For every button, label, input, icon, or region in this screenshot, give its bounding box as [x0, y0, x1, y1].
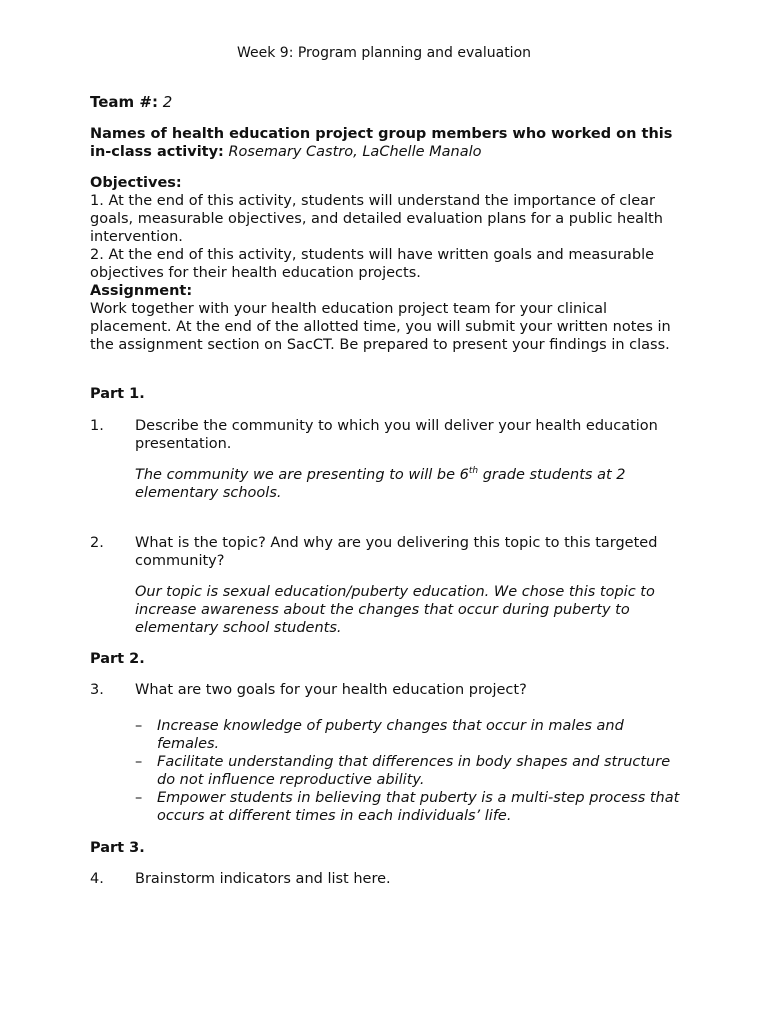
dash-bullet: –: [135, 718, 143, 734]
question-number: 3.: [90, 682, 104, 698]
answer-1: [135, 466, 695, 502]
dash-bullet: –: [135, 790, 143, 806]
goal-text: Empower students in believing that puberty is a multi-step process that occurs at different times in each individuals’ life.: [157, 790, 680, 824]
question-number: 1.: [90, 418, 104, 434]
part-1-heading: Part 1.: [90, 386, 145, 402]
dash-bullet: –: [135, 754, 143, 770]
assignment-label: Assignment:: [90, 283, 193, 299]
question-number: 4.: [90, 871, 104, 887]
objective-1: 1. At the end of this activity, students will understand the importance of clear goals, measurable objectives, and detailed evaluation plans for a public health intervention.: [90, 193, 663, 245]
question-text: What is the topic? And why are you delivering this topic to this targeted community?: [135, 535, 658, 569]
answer-1-superscript: th: [468, 466, 479, 477]
part-2-heading: Part 2.: [90, 651, 145, 667]
page-title: Week 9: Program planning and evaluation: [236, 45, 532, 61]
part-3-heading: Part 3.: [90, 840, 145, 856]
question-text: Brainstorm indicators and list here.: [135, 871, 391, 887]
goal-text: Increase knowledge of puberty changes that occur in males and females.: [157, 718, 624, 752]
team-label: Team #:: [90, 93, 158, 111]
names-line: [90, 125, 690, 161]
answer-2: Our topic is sexual education/puberty education. We chose this topic to increase awareness about the changes that occur during puberty to elementary school students.: [135, 584, 655, 636]
question-text: Describe the community to which you will deliver your health education presentation.: [135, 418, 658, 452]
objectives-label: Objectives:: [90, 175, 182, 191]
goal-text: Facilitate understanding that differences in body shapes and structure do not influence reproductive ability.: [157, 754, 671, 788]
answer-1-text-b: grade students at 2 elementary schools.: [135, 467, 626, 501]
objective-2: 2. At the end of this activity, students will have written goals and measurable objectives for their health education projects.: [90, 247, 655, 281]
question-text: What are two goals for your health education project?: [135, 682, 527, 698]
team-value: 2: [162, 93, 173, 111]
team-line: [90, 93, 690, 111]
assignment-text: Work together with your health education project team for your clinical placement. At the end of the allotted time, you will submit your written notes in the assignment section on SacCT. Be prepared to present your findings in class.: [90, 301, 671, 353]
names-label: Names of health education project group members who worked on this in-class activity:: [90, 126, 673, 160]
names-value: Rosemary Castro, LaChelle Manalo: [228, 144, 482, 160]
answer-1-text-a: The community we are presenting to will be 6: [135, 467, 469, 483]
question-number: 2.: [90, 535, 104, 551]
objectives-section: [90, 174, 690, 354]
